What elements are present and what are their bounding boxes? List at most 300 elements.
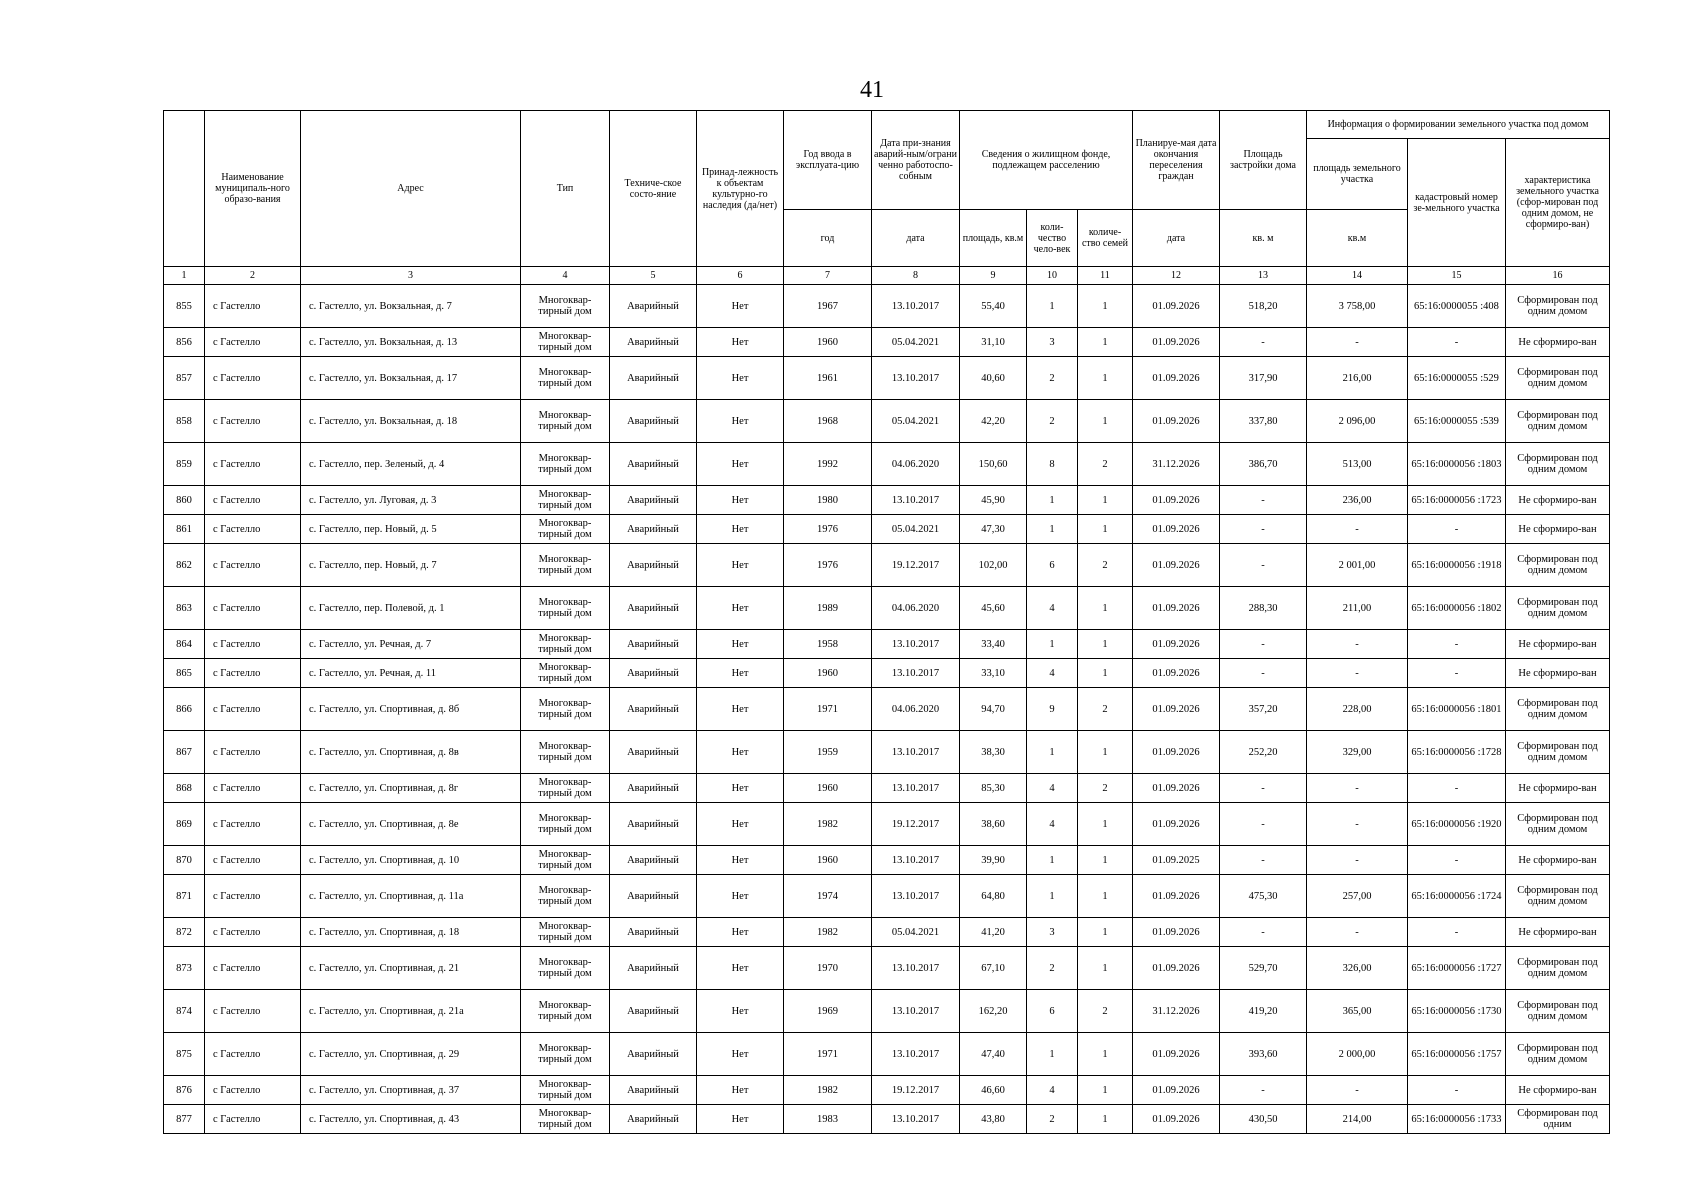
cell-tech-state: Аварийный [610, 803, 697, 846]
cell-people: 1 [1027, 515, 1078, 544]
cell-year: 1960 [784, 846, 872, 875]
cell-type: Многоквар-тирный дом [521, 1076, 610, 1105]
cell-cadastral: 65:16:0000056 :1723 [1408, 486, 1506, 515]
cell-built-area: - [1220, 328, 1307, 357]
cell-cadastral: - [1408, 630, 1506, 659]
column-number: 16 [1506, 267, 1610, 285]
column-number: 7 [784, 267, 872, 285]
cell-land-area: 228,00 [1307, 688, 1408, 731]
cell-people: 1 [1027, 846, 1078, 875]
cell-year: 1982 [784, 918, 872, 947]
cell-land-area: 236,00 [1307, 486, 1408, 515]
cell-people: 6 [1027, 990, 1078, 1033]
cell-planned-date: 01.09.2026 [1133, 803, 1220, 846]
cell-built-area: 288,30 [1220, 587, 1307, 630]
header-land-info-group: Информация о формировании земельного участка под домом [1307, 111, 1610, 139]
cell-municipality: с Гастелло [205, 443, 301, 486]
cell-tech-state: Аварийный [610, 544, 697, 587]
cell-address: с. Гастелло, ул. Спортивная, д. 8б [301, 688, 521, 731]
cell-emergency-date: 05.04.2021 [872, 400, 960, 443]
cell-cadastral: - [1408, 328, 1506, 357]
cell-year: 1960 [784, 774, 872, 803]
cell-area: 38,60 [960, 803, 1027, 846]
cell-characteristic: Не сформиро-ван [1506, 659, 1610, 688]
header-planned-group: Планируе-мая дата окончания переселения граждан [1133, 111, 1220, 210]
cell-people: 8 [1027, 443, 1078, 486]
cell-area: 150,60 [960, 443, 1027, 486]
cell-row-number: 875 [164, 1033, 205, 1076]
header-tech-state: Техниче-ское состо-яние [610, 111, 697, 267]
cell-emergency-date: 05.04.2021 [872, 515, 960, 544]
cell-municipality: с Гастелло [205, 630, 301, 659]
cell-characteristic: Не сформиро-ван [1506, 328, 1610, 357]
cell-built-area: - [1220, 774, 1307, 803]
page-number: 41 [860, 77, 884, 103]
cell-heritage: Нет [697, 544, 784, 587]
cell-built-area: - [1220, 630, 1307, 659]
cell-land-area: 329,00 [1307, 731, 1408, 774]
column-number: 4 [521, 267, 610, 285]
cell-land-area: 3 758,00 [1307, 285, 1408, 328]
cell-cadastral: - [1408, 1076, 1506, 1105]
cell-people: 1 [1027, 630, 1078, 659]
cell-planned-date: 01.09.2026 [1133, 515, 1220, 544]
cell-address: с. Гастелло, пер. Новый, д. 7 [301, 544, 521, 587]
column-number: 6 [697, 267, 784, 285]
cell-municipality: с Гастелло [205, 918, 301, 947]
cell-characteristic: Сформирован под одним домом [1506, 731, 1610, 774]
cell-row-number: 874 [164, 990, 205, 1033]
header-built-area-unit: кв. м [1220, 210, 1307, 267]
cell-characteristic: Сформирован под одним домом [1506, 443, 1610, 486]
cell-type: Многоквар-тирный дом [521, 486, 610, 515]
cell-year: 1959 [784, 731, 872, 774]
table-row [164, 486, 1610, 515]
cell-built-area: 529,70 [1220, 947, 1307, 990]
cell-families: 1 [1078, 1105, 1133, 1134]
cell-address: с. Гастелло, ул. Спортивная, д. 21а [301, 990, 521, 1033]
cell-year: 1971 [784, 1033, 872, 1076]
cell-row-number: 859 [164, 443, 205, 486]
cell-characteristic: Сформирован под одним [1506, 1105, 1610, 1134]
cell-planned-date: 01.09.2026 [1133, 659, 1220, 688]
cell-built-area: 337,80 [1220, 400, 1307, 443]
cell-type: Многоквар-тирный дом [521, 990, 610, 1033]
cell-row-number: 872 [164, 918, 205, 947]
cell-year: 1989 [784, 587, 872, 630]
cell-planned-date: 01.09.2026 [1133, 587, 1220, 630]
table-row [164, 1033, 1610, 1076]
cell-cadastral: 65:16:0000055 :408 [1408, 285, 1506, 328]
cell-area: 47,40 [960, 1033, 1027, 1076]
cell-area: 162,20 [960, 990, 1027, 1033]
cell-tech-state: Аварийный [610, 328, 697, 357]
cell-municipality: с Гастелло [205, 1076, 301, 1105]
cell-heritage: Нет [697, 774, 784, 803]
cell-row-number: 871 [164, 875, 205, 918]
cell-built-area: 475,30 [1220, 875, 1307, 918]
cell-tech-state: Аварийный [610, 400, 697, 443]
cell-families: 1 [1078, 918, 1133, 947]
cell-type: Многоквар-тирный дом [521, 587, 610, 630]
table-row [164, 846, 1610, 875]
cell-area: 43,80 [960, 1105, 1027, 1134]
cell-emergency-date: 04.06.2020 [872, 587, 960, 630]
cell-land-area: - [1307, 774, 1408, 803]
cell-heritage: Нет [697, 587, 784, 630]
cell-planned-date: 01.09.2026 [1133, 544, 1220, 587]
cell-year: 1974 [784, 875, 872, 918]
cell-area: 45,90 [960, 486, 1027, 515]
cell-families: 2 [1078, 990, 1133, 1033]
cell-planned-date: 01.09.2026 [1133, 400, 1220, 443]
cell-characteristic: Сформирован под одним домом [1506, 875, 1610, 918]
cell-families: 1 [1078, 357, 1133, 400]
cell-tech-state: Аварийный [610, 587, 697, 630]
cell-land-area: - [1307, 918, 1408, 947]
cell-built-area: - [1220, 659, 1307, 688]
cell-year: 1983 [784, 1105, 872, 1134]
table-row [164, 515, 1610, 544]
cell-municipality: с Гастелло [205, 400, 301, 443]
cell-area: 31,10 [960, 328, 1027, 357]
cell-year: 1980 [784, 486, 872, 515]
cell-families: 1 [1078, 947, 1133, 990]
cell-characteristic: Не сформиро-ван [1506, 486, 1610, 515]
cell-planned-date: 01.09.2026 [1133, 774, 1220, 803]
cell-address: с. Гастелло, ул. Речная, д. 7 [301, 630, 521, 659]
cell-type: Многоквар-тирный дом [521, 630, 610, 659]
cell-municipality: с Гастелло [205, 1105, 301, 1134]
cell-heritage: Нет [697, 990, 784, 1033]
cell-row-number: 869 [164, 803, 205, 846]
cell-planned-date: 01.09.2026 [1133, 285, 1220, 328]
cell-built-area: - [1220, 515, 1307, 544]
cell-row-number: 856 [164, 328, 205, 357]
cell-people: 2 [1027, 947, 1078, 990]
cell-emergency-date: 13.10.2017 [872, 990, 960, 1033]
column-number-row [164, 267, 1610, 285]
cell-municipality: с Гастелло [205, 875, 301, 918]
cell-built-area: 357,20 [1220, 688, 1307, 731]
cell-address: с. Гастелло, ул. Луговая, д. 3 [301, 486, 521, 515]
cell-tech-state: Аварийный [610, 688, 697, 731]
cell-type: Многоквар-тирный дом [521, 400, 610, 443]
cell-planned-date: 31.12.2026 [1133, 443, 1220, 486]
cell-row-number: 870 [164, 846, 205, 875]
cell-built-area: - [1220, 846, 1307, 875]
header-families: количе-ство семей [1078, 210, 1133, 267]
cell-land-area: - [1307, 1076, 1408, 1105]
cell-tech-state: Аварийный [610, 1076, 697, 1105]
cell-year: 1958 [784, 630, 872, 659]
cell-type: Многоквар-тирный дом [521, 544, 610, 587]
cell-characteristic: Сформирован под одним домом [1506, 357, 1610, 400]
cell-families: 1 [1078, 515, 1133, 544]
header-people: коли-чество чело-век [1027, 210, 1078, 267]
header-area: площадь, кв.м [960, 210, 1027, 267]
cell-characteristic: Не сформиро-ван [1506, 515, 1610, 544]
cell-type: Многоквар-тирный дом [521, 918, 610, 947]
cell-cadastral: 65:16:0000055 :529 [1408, 357, 1506, 400]
cell-heritage: Нет [697, 1076, 784, 1105]
cell-cadastral: 65:16:0000056 :1920 [1408, 803, 1506, 846]
table-row [164, 357, 1610, 400]
cell-land-area: 2 001,00 [1307, 544, 1408, 587]
cell-type: Многоквар-тирный дом [521, 774, 610, 803]
cell-planned-date: 01.09.2026 [1133, 357, 1220, 400]
cell-planned-date: 01.09.2026 [1133, 1076, 1220, 1105]
cell-emergency-date: 13.10.2017 [872, 947, 960, 990]
cell-families: 1 [1078, 630, 1133, 659]
cell-address: с. Гастелло, ул. Спортивная, д. 8е [301, 803, 521, 846]
column-number: 14 [1307, 267, 1408, 285]
cell-emergency-date: 13.10.2017 [872, 285, 960, 328]
header-type: Тип [521, 111, 610, 267]
cell-address: с. Гастелло, ул. Спортивная, д. 29 [301, 1033, 521, 1076]
cell-area: 47,30 [960, 515, 1027, 544]
header-year: год [784, 210, 872, 267]
cell-people: 2 [1027, 357, 1078, 400]
cell-planned-date: 01.09.2026 [1133, 486, 1220, 515]
cell-row-number: 865 [164, 659, 205, 688]
cell-cadastral: 65:16:0000056 :1727 [1408, 947, 1506, 990]
cell-row-number: 877 [164, 1105, 205, 1134]
cell-cadastral: 65:16:0000056 :1918 [1408, 544, 1506, 587]
cell-address: с. Гастелло, ул. Вокзальная, д. 18 [301, 400, 521, 443]
cell-tech-state: Аварийный [610, 918, 697, 947]
column-number: 11 [1078, 267, 1133, 285]
table-row [164, 774, 1610, 803]
cell-row-number: 855 [164, 285, 205, 328]
cell-families: 1 [1078, 846, 1133, 875]
cell-row-number: 867 [164, 731, 205, 774]
header-planned-date: дата [1133, 210, 1220, 267]
cell-type: Многоквар-тирный дом [521, 659, 610, 688]
cell-municipality: с Гастелло [205, 774, 301, 803]
cell-area: 45,60 [960, 587, 1027, 630]
cell-families: 2 [1078, 443, 1133, 486]
cell-tech-state: Аварийный [610, 774, 697, 803]
cell-year: 1982 [784, 803, 872, 846]
cell-municipality: с Гастелло [205, 285, 301, 328]
cell-heritage: Нет [697, 688, 784, 731]
cell-built-area: 317,90 [1220, 357, 1307, 400]
header-heritage: Принад-лежность к объектам культурно-го наследия (да/нет) [697, 111, 784, 267]
cell-type: Многоквар-тирный дом [521, 285, 610, 328]
cell-emergency-date: 13.10.2017 [872, 1033, 960, 1076]
cell-type: Многоквар-тирный дом [521, 443, 610, 486]
cell-cadastral: 65:16:0000056 :1730 [1408, 990, 1506, 1033]
cell-year: 1992 [784, 443, 872, 486]
cell-address: с. Гастелло, пер. Новый, д. 5 [301, 515, 521, 544]
cell-tech-state: Аварийный [610, 1033, 697, 1076]
cell-heritage: Нет [697, 846, 784, 875]
cell-emergency-date: 13.10.2017 [872, 630, 960, 659]
cell-people: 6 [1027, 544, 1078, 587]
cell-land-area: 2 096,00 [1307, 400, 1408, 443]
cell-planned-date: 01.09.2026 [1133, 1033, 1220, 1076]
cell-people: 4 [1027, 587, 1078, 630]
cell-people: 1 [1027, 285, 1078, 328]
cell-area: 85,30 [960, 774, 1027, 803]
cell-characteristic: Не сформиро-ван [1506, 846, 1610, 875]
cell-row-number: 860 [164, 486, 205, 515]
cell-land-area: - [1307, 803, 1408, 846]
column-number: 2 [205, 267, 301, 285]
cell-emergency-date: 05.04.2021 [872, 328, 960, 357]
cell-tech-state: Аварийный [610, 990, 697, 1033]
cell-land-area: 2 000,00 [1307, 1033, 1408, 1076]
cell-emergency-date: 04.06.2020 [872, 443, 960, 486]
table-row [164, 803, 1610, 846]
header-emergency-group: Дата при-знания аварий-ным/ограни ченно работоспо-собным [872, 111, 960, 210]
cell-built-area: - [1220, 918, 1307, 947]
header-characteristic: характеристика земельного участка (сфор-мирован под одним домом, не сформиро-ван) [1506, 139, 1610, 267]
cell-heritage: Нет [697, 731, 784, 774]
cell-area: 102,00 [960, 544, 1027, 587]
cell-year: 1970 [784, 947, 872, 990]
cell-cadastral: 65:16:0000056 :1733 [1408, 1105, 1506, 1134]
cell-families: 1 [1078, 659, 1133, 688]
cell-cadastral: 65:16:0000056 :1757 [1408, 1033, 1506, 1076]
cell-land-area: - [1307, 515, 1408, 544]
cell-area: 64,80 [960, 875, 1027, 918]
cell-families: 1 [1078, 587, 1133, 630]
cell-land-area: - [1307, 659, 1408, 688]
column-number: 10 [1027, 267, 1078, 285]
cell-address: с. Гастелло, ул. Речная, д. 11 [301, 659, 521, 688]
cell-land-area: 214,00 [1307, 1105, 1408, 1134]
cell-row-number: 861 [164, 515, 205, 544]
cell-planned-date: 31.12.2026 [1133, 990, 1220, 1033]
cell-municipality: с Гастелло [205, 990, 301, 1033]
cell-municipality: с Гастелло [205, 803, 301, 846]
cell-heritage: Нет [697, 486, 784, 515]
cell-emergency-date: 13.10.2017 [872, 1105, 960, 1134]
table-row [164, 947, 1610, 990]
cell-planned-date: 01.09.2026 [1133, 875, 1220, 918]
cell-characteristic: Сформирован под одним домом [1506, 990, 1610, 1033]
cell-municipality: с Гастелло [205, 731, 301, 774]
cell-municipality: с Гастелло [205, 846, 301, 875]
cell-characteristic: Сформирован под одним домом [1506, 947, 1610, 990]
cell-cadastral: 65:16:0000056 :1803 [1408, 443, 1506, 486]
cell-tech-state: Аварийный [610, 486, 697, 515]
cell-tech-state: Аварийный [610, 846, 697, 875]
table-row [164, 990, 1610, 1033]
cell-people: 4 [1027, 1076, 1078, 1105]
cell-land-area: 211,00 [1307, 587, 1408, 630]
cell-built-area: 430,50 [1220, 1105, 1307, 1134]
column-number: 15 [1408, 267, 1506, 285]
header-housing-group: Сведения о жилищном фонде, подлежащем расселению [960, 111, 1133, 210]
cell-families: 1 [1078, 1033, 1133, 1076]
cell-municipality: с Гастелло [205, 544, 301, 587]
housing-register-table [163, 110, 1610, 1134]
cell-type: Многоквар-тирный дом [521, 803, 610, 846]
column-number: 13 [1220, 267, 1307, 285]
cell-heritage: Нет [697, 400, 784, 443]
cell-characteristic: Сформирован под одним домом [1506, 688, 1610, 731]
cell-type: Многоквар-тирный дом [521, 357, 610, 400]
cell-people: 2 [1027, 400, 1078, 443]
cell-characteristic: Сформирован под одним домом [1506, 544, 1610, 587]
cell-type: Многоквар-тирный дом [521, 328, 610, 357]
cell-tech-state: Аварийный [610, 443, 697, 486]
cell-emergency-date: 04.06.2020 [872, 688, 960, 731]
cell-address: с. Гастелло, ул. Спортивная, д. 21 [301, 947, 521, 990]
cell-cadastral: - [1408, 774, 1506, 803]
cell-heritage: Нет [697, 357, 784, 400]
cell-row-number: 863 [164, 587, 205, 630]
cell-year: 1967 [784, 285, 872, 328]
header-row-number [164, 111, 205, 267]
cell-year: 1969 [784, 990, 872, 1033]
cell-people: 4 [1027, 774, 1078, 803]
column-number: 8 [872, 267, 960, 285]
cell-families: 2 [1078, 688, 1133, 731]
cell-type: Многоквар-тирный дом [521, 846, 610, 875]
cell-row-number: 866 [164, 688, 205, 731]
cell-families: 2 [1078, 774, 1133, 803]
cell-land-area: 513,00 [1307, 443, 1408, 486]
cell-planned-date: 01.09.2025 [1133, 846, 1220, 875]
cell-built-area: 419,20 [1220, 990, 1307, 1033]
cell-heritage: Нет [697, 285, 784, 328]
cell-heritage: Нет [697, 515, 784, 544]
cell-built-area: - [1220, 803, 1307, 846]
cell-emergency-date: 19.12.2017 [872, 803, 960, 846]
cell-address: с. Гастелло, ул. Вокзальная, д. 17 [301, 357, 521, 400]
column-number: 5 [610, 267, 697, 285]
cell-land-area: 365,00 [1307, 990, 1408, 1033]
cell-type: Многоквар-тирный дом [521, 515, 610, 544]
cell-year: 1976 [784, 515, 872, 544]
cell-heritage: Нет [697, 328, 784, 357]
cell-emergency-date: 13.10.2017 [872, 774, 960, 803]
cell-built-area: - [1220, 486, 1307, 515]
cell-cadastral: - [1408, 918, 1506, 947]
cell-area: 33,40 [960, 630, 1027, 659]
cell-cadastral: 65:16:0000056 :1728 [1408, 731, 1506, 774]
cell-families: 2 [1078, 544, 1133, 587]
table-row [164, 688, 1610, 731]
cell-year: 1960 [784, 659, 872, 688]
cell-address: с. Гастелло, ул. Спортивная, д. 43 [301, 1105, 521, 1134]
cell-characteristic: Не сформиро-ван [1506, 1076, 1610, 1105]
cell-year: 1976 [784, 544, 872, 587]
cell-type: Многоквар-тирный дом [521, 875, 610, 918]
header-year-group: Год ввода в эксплуата-цию [784, 111, 872, 210]
cell-land-area: 216,00 [1307, 357, 1408, 400]
table-row [164, 285, 1610, 328]
table-row [164, 544, 1610, 587]
cell-address: с. Гастелло, ул. Спортивная, д. 8г [301, 774, 521, 803]
cell-tech-state: Аварийный [610, 1105, 697, 1134]
cell-municipality: с Гастелло [205, 688, 301, 731]
cell-families: 1 [1078, 400, 1133, 443]
cell-land-area: 326,00 [1307, 947, 1408, 990]
cell-land-area: - [1307, 328, 1408, 357]
table-row [164, 443, 1610, 486]
cell-row-number: 862 [164, 544, 205, 587]
cell-municipality: с Гастелло [205, 659, 301, 688]
cell-area: 41,20 [960, 918, 1027, 947]
cell-year: 1971 [784, 688, 872, 731]
column-number: 9 [960, 267, 1027, 285]
cell-row-number: 873 [164, 947, 205, 990]
